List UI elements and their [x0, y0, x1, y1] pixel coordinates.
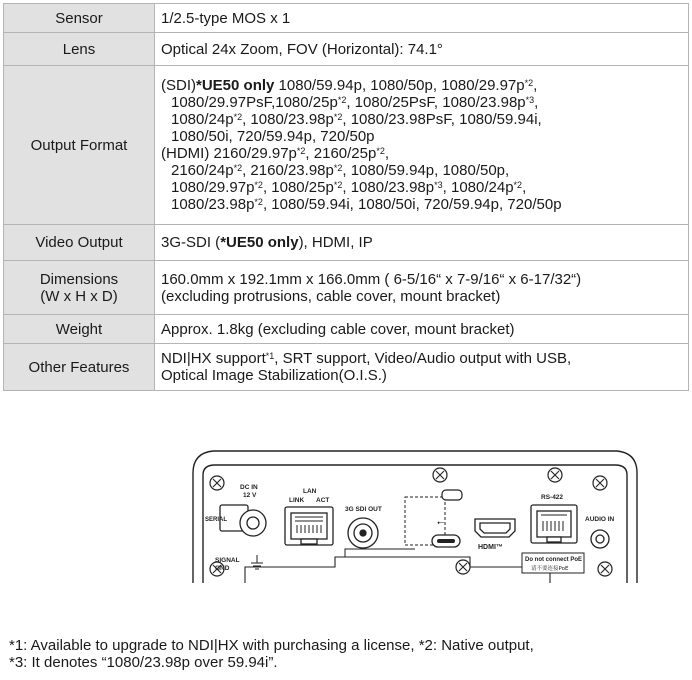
indicator-slot — [442, 490, 462, 500]
spec-row-output-format — [4, 66, 689, 225]
sdi-out-label: 3G SDI OUT — [345, 506, 382, 513]
output-format-label: Output Format — [4, 66, 155, 225]
dimensions-label: Dimensions (W x H x D) — [4, 261, 155, 315]
other-features-value: NDI|HX support$^{*1}$, SRT support, Video/Audio output with USB, Optical Image Stabilization(O.I.S.) — [155, 344, 689, 391]
output-format-line: 1080/50i, 720/59.94p, 720/50p — [171, 128, 375, 145]
video-output-value: 3G-SDI (*UE50 only), HDMI, IP — [155, 225, 689, 261]
footnotes — [9, 637, 534, 671]
sensor-label: Sensor — [4, 4, 155, 33]
rs422-label: RS-422 — [541, 494, 564, 501]
audio-in-label: AUDIO IN — [585, 516, 615, 523]
output-format-line: (SDI)*UE50 only 1080/59.94p, 1080/50p, $1080/29.97p^{*2}$, — [161, 77, 538, 94]
hdmi-logo: HDMI™ — [478, 544, 503, 551]
spec-row-weight — [4, 315, 689, 344]
rear-panel-diagram — [185, 445, 645, 585]
weight-value: Approx. 1.8kg (excluding cable cover, mount bracket) — [155, 315, 689, 344]
audio-in-jack — [591, 530, 609, 548]
lens-label: Lens — [4, 33, 155, 66]
hdmi-port — [475, 519, 515, 537]
spec-row-dimensions — [4, 261, 689, 315]
weight-label: Weight — [4, 315, 155, 344]
output-format-line: $1080/29.97p^{*2}$, $1080/25p^{*2}$, $1080/23.98p^{*3}$, $1080/24p^{*2}$, — [171, 179, 527, 196]
usb-icon: ⭠ — [437, 518, 445, 528]
sdi-bnc-connector — [348, 518, 378, 548]
other-features-label: Other Features — [4, 344, 155, 391]
gnd-label: GND — [215, 565, 230, 572]
output-format-line: (HDMI) $2160/29.97p^{*2}$, $2160/25p^{*2}$, — [161, 145, 390, 162]
lan-label: LAN — [303, 488, 317, 495]
footnote-line-1: *1: Available to upgrade to NDI|HX with purchasing a license, *2: Native output, — [9, 637, 534, 654]
output-format-line: $2160/24p^{*2}$, $2160/23.98p^{*2}$, 1080/59.94p, 1080/50p, — [171, 162, 510, 179]
serial-label: SERIAL — [205, 517, 228, 523]
output-format-line: $1080/24p^{*2}$, $1080/23.98p^{*2}$, 1080/23.98PsF, 1080/59.94i, — [171, 111, 542, 128]
spec-table — [3, 3, 689, 391]
sensor-value: 1/2.5-type MOS x 1 — [155, 4, 689, 33]
video-output-label: Video Output — [4, 225, 155, 261]
link-label: LINK — [289, 497, 305, 504]
act-label: ACT — [316, 497, 330, 504]
output-format-line: $1080/23.98p^{*2}$, 1080/59.94i, 1080/50i, 720/59.94p, 720/50p — [171, 196, 562, 213]
dimensions-value: 160.0mm x 192.1mm x 166.0mm ( 6-5/16“ x 7-9/16“ x 6-17/32“) (excluding protrusions, cable cover, mount bracket) — [155, 261, 689, 315]
rs422-port — [531, 505, 577, 543]
footnote-line-2: *3: It denotes “1080/23.98p over 59.94i”. — [9, 654, 278, 671]
poe-warning-en: Do not connect PoE — [525, 557, 582, 563]
dc-in-label: DC IN — [240, 484, 258, 491]
signal-label: SIGNAL — [215, 557, 240, 564]
spec-row-video-output — [4, 225, 689, 261]
dc-voltage-label: 12 V — [243, 492, 257, 499]
spec-row-sensor — [4, 4, 689, 33]
spec-row-other-features — [4, 344, 689, 391]
spec-row-lens — [4, 33, 689, 66]
output-format-line: $1080/29.97PsF,1080/25p^{*2}$, 1080/25PsF, $1080/23.98p^{*3}$, — [171, 94, 539, 111]
lens-value: Optical 24x Zoom, FOV (Horizontal): 74.1° — [155, 33, 689, 66]
output-format-value — [155, 66, 689, 225]
poe-warning-cn: 请不要连接PoE — [531, 566, 569, 572]
cable-cover-bracket — [245, 557, 550, 583]
